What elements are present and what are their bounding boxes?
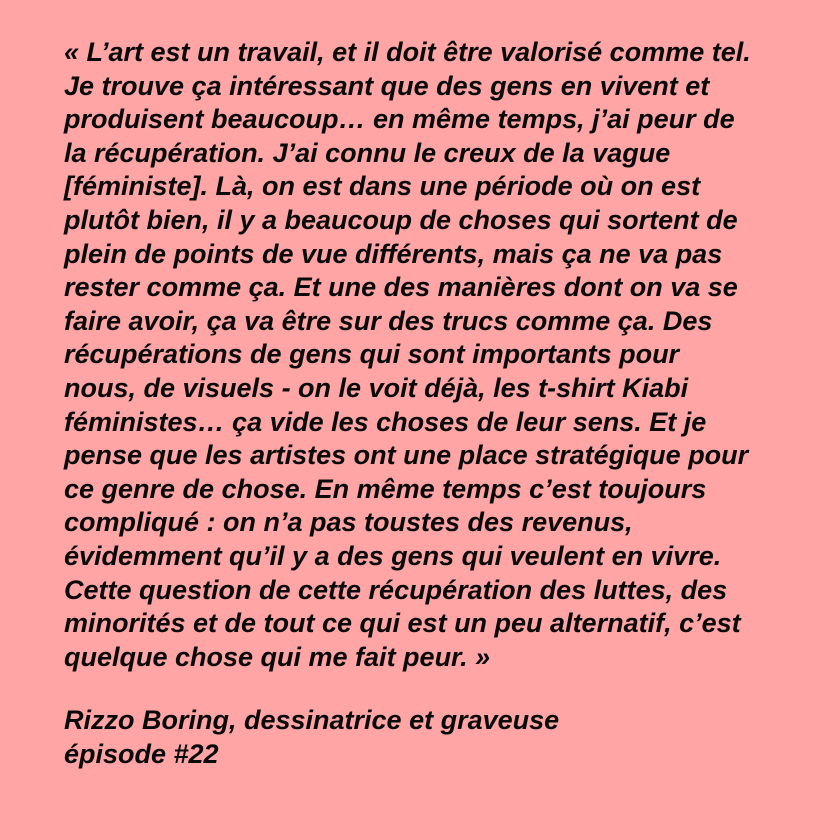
quote-line: récupérations de gens qui sont importants pour [64,339,680,370]
attribution-block [64,704,800,771]
quote-line: ce genre de chose. En même temps c’est toujours [64,473,707,504]
quote-line: [féministe]. Là, on est dans une période où on est [64,171,701,202]
attribution-name: Rizzo Boring, dessinatrice et graveuse [64,705,560,736]
quote-line: compliqué : on n’a pas toustes des revenus, [64,507,633,538]
quote-line: plutôt bien, il y a beaucoup de choses qui sortent de [64,204,738,235]
quote-line: faire avoir, ça va être sur des trucs comme ça. Des [64,305,713,336]
quote-line: la récupération. J’ai connu le creux de la vague [64,137,671,168]
attribution-episode: épisode #22 [64,738,219,769]
quote-line: plein de points de vue différents, mais ça ne va pas [64,238,723,269]
quote-line: « L’art est un travail, et il doit être valorisé comme tel. [64,37,751,67]
quote-line: nous, de visuels - on le voit déjà, les t-shirt Kiabi [64,372,689,403]
quote-line: Cette question de cette récupération des luttes, des [64,574,728,605]
quote-line: rester comme ça. Et une des manières dont on va se [64,272,738,303]
quote-line: féministes… ça vide les choses de leur sens. Et je [64,406,707,437]
quote-line: Je trouve ça intéressant que des gens en vivent et [64,70,710,101]
quote-line: minorités et de tout ce qui est un peu alternatif, c’est [64,608,741,639]
quote-line: évidemment qu’il y a des gens qui veulent en vivre. [64,540,722,571]
quote-lines [64,36,800,674]
quote-line: produisent beaucoup… en même temps, j’ai peur de [64,104,735,135]
quote-line: quelque chose qui me fait peur. » [64,641,491,672]
quote-text-block [64,36,800,771]
quote-line: pense que les artistes ont une place stratégique pour [64,440,749,471]
